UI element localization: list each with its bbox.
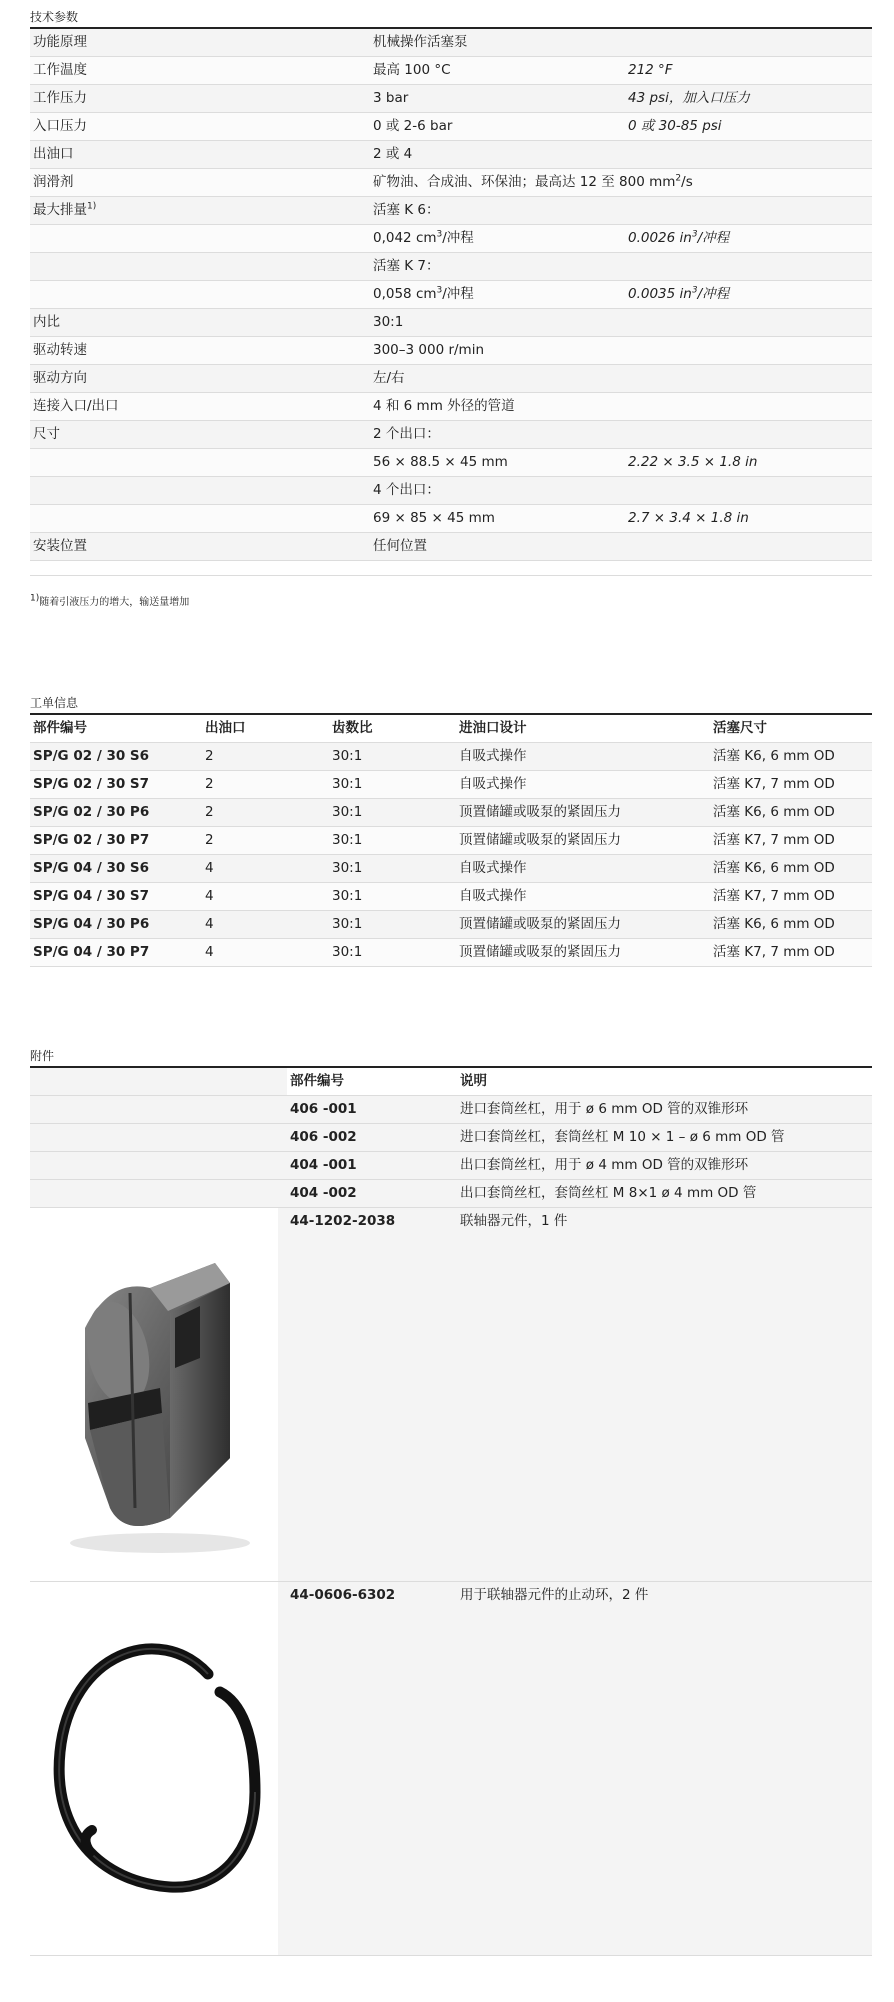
spec-value-imperial-text: 0.0026 in xyxy=(628,230,692,246)
spec-label xyxy=(30,141,370,169)
accessory-description: 出口套筒丝杠，套筒丝杠 M 8×1 ø 4 mm OD 管 xyxy=(457,1180,872,1208)
spec-value-metric-text: 4 个出口： xyxy=(373,482,440,498)
spec-value-imperial xyxy=(625,337,872,365)
spec-value-metric-text: 活塞 K 6： xyxy=(373,202,440,218)
order-part-number: SP/G 02 / 30 S6 xyxy=(30,743,202,771)
spec-value-metric xyxy=(370,421,625,449)
spec-value-metric-text: 2 个出口： xyxy=(373,426,440,442)
order-part-number: SP/G 02 / 30 P6 xyxy=(30,799,202,827)
spec-value-imperial-exponent: 3 xyxy=(691,229,698,240)
spec-label xyxy=(30,449,370,477)
spec-label-text: 内比 xyxy=(33,314,60,330)
spec-label-text: 最大排量 xyxy=(33,202,87,218)
spec-label xyxy=(30,29,370,57)
order-cell: 活塞 K6, 6 mm OD xyxy=(710,799,872,827)
spec-value-metric-text: 3 bar xyxy=(373,90,409,106)
order-part-number: SP/G 02 / 30 S7 xyxy=(30,771,202,799)
spec-label-text: 尺寸 xyxy=(33,426,60,442)
spec-value-imperial-exponent: 3 xyxy=(691,285,698,296)
spec-value-metric xyxy=(370,337,625,365)
order-row xyxy=(30,771,872,799)
order-cell: 活塞 K7, 7 mm OD xyxy=(710,939,872,967)
order-cell: 2 xyxy=(202,799,329,827)
accessories-header-blank xyxy=(30,1068,287,1096)
accessory-part-number: 406 -002 xyxy=(287,1124,457,1152)
spec-label-text: 驱动转速 xyxy=(33,342,87,358)
spec-value-metric-text: 300–3 000 r/min xyxy=(373,342,485,358)
spec-value-metric xyxy=(370,85,625,113)
spec-value-imperial xyxy=(625,505,872,533)
spec-row xyxy=(30,533,872,561)
order-part-number: SP/G 04 / 30 S7 xyxy=(30,883,202,911)
order-header-cell: 齿数比 xyxy=(329,715,456,743)
spec-label-text: 功能原理 xyxy=(33,34,87,50)
spec-value-imperial-text: 43 psi，加入口压力 xyxy=(628,90,750,106)
spec-value-metric xyxy=(370,449,625,477)
order-cell: 4 xyxy=(202,883,329,911)
spec-label-text: 驱动方向 xyxy=(33,370,87,386)
tech-bottom-rule xyxy=(30,575,872,576)
accessories-table xyxy=(30,1068,872,1956)
accessory-row xyxy=(30,1152,872,1180)
spec-value-imperial xyxy=(625,85,872,113)
spec-value-metric xyxy=(370,309,625,337)
spec-value-metric-text: 0 或 2-6 bar xyxy=(373,118,453,134)
order-row xyxy=(30,911,872,939)
order-cell: 30:1 xyxy=(329,771,456,799)
spec-value-metric-exponent: 3 xyxy=(436,229,443,240)
spec-value-imperial xyxy=(625,253,872,281)
spec-value-metric xyxy=(370,393,625,421)
accessory-image-blank xyxy=(30,1152,287,1180)
spec-value-metric-exponent: 2 xyxy=(675,173,682,184)
spec-label-text: 工作温度 xyxy=(33,62,87,78)
spec-label xyxy=(30,57,370,85)
spec-value-imperial-text: 2.22 × 3.5 × 1.8 in xyxy=(628,454,758,470)
accessory-part-number: 406 -001 xyxy=(287,1096,457,1124)
spec-value-imperial xyxy=(625,309,872,337)
order-row xyxy=(30,855,872,883)
spec-value-imperial xyxy=(625,533,872,561)
spec-value-metric-unit: /冲程 xyxy=(442,286,474,302)
accessory-image-cell xyxy=(30,1208,287,1582)
accessory-image-blank xyxy=(30,1096,287,1124)
spec-value-imperial xyxy=(625,281,872,309)
spec-value-metric-text: 0,042 cm xyxy=(373,230,437,246)
spec-value-imperial xyxy=(625,449,872,477)
spec-value-metric xyxy=(370,533,625,561)
spec-value-imperial xyxy=(625,393,872,421)
spec-value-imperial-text: 0 或 30-85 psi xyxy=(628,118,722,134)
spec-value-metric-text: 0,058 cm xyxy=(373,286,437,302)
accessories-header-cell: 部件编号 xyxy=(287,1068,457,1096)
spec-value-imperial-text: 2.7 × 3.4 × 1.8 in xyxy=(628,510,749,526)
spec-label xyxy=(30,421,370,449)
order-cell: 4 xyxy=(202,911,329,939)
order-cell: 顶置储罐或吸泵的紧固压力 xyxy=(456,911,710,939)
spec-value-metric-text: 左/右 xyxy=(373,370,405,386)
order-cell: 活塞 K6, 6 mm OD xyxy=(710,855,872,883)
spec-value-imperial-unit: /冲程 xyxy=(697,286,730,302)
order-cell: 自吸式操作 xyxy=(456,883,710,911)
spec-label xyxy=(30,533,370,561)
accessory-image-blank xyxy=(30,1124,287,1152)
spec-value-imperial xyxy=(625,29,872,57)
spec-value-imperial xyxy=(625,113,872,141)
order-header-cell: 部件编号 xyxy=(30,715,202,743)
spec-label xyxy=(30,365,370,393)
spec-value-metric-text: 56 × 88.5 × 45 mm xyxy=(373,454,508,470)
accessory-image-row xyxy=(30,1208,872,1582)
accessories-header-cell: 说明 xyxy=(457,1068,872,1096)
order-header-cell: 活塞尺寸 xyxy=(710,715,872,743)
order-cell: 自吸式操作 xyxy=(456,855,710,883)
spec-label xyxy=(30,309,370,337)
accessory-row xyxy=(30,1180,872,1208)
spec-value-metric xyxy=(370,169,693,197)
coupling-element-image xyxy=(30,1208,278,1571)
spec-label xyxy=(30,337,370,365)
spec-label xyxy=(30,477,370,505)
spec-value-imperial-unit: /冲程 xyxy=(697,230,730,246)
spec-label xyxy=(30,505,370,533)
spec-value-metric xyxy=(370,141,625,169)
spec-label xyxy=(30,169,370,197)
coupling-element-photo xyxy=(30,1208,278,1581)
order-cell: 顶置储罐或吸泵的紧固压力 xyxy=(456,939,710,967)
spec-row xyxy=(30,85,872,113)
spec-row xyxy=(30,309,872,337)
spec-row xyxy=(30,253,872,281)
spec-value-metric xyxy=(370,29,625,57)
spec-label-text: 工作压力 xyxy=(33,90,87,106)
accessory-description: 联轴器元件，1 件 xyxy=(457,1208,872,1582)
order-section-title: 工单信息 xyxy=(30,696,79,710)
spec-value-metric-text: 69 × 85 × 45 mm xyxy=(373,510,495,526)
spec-label-text: 润滑剂 xyxy=(33,174,74,190)
order-cell: 30:1 xyxy=(329,883,456,911)
spec-row xyxy=(30,337,872,365)
spec-value-metric xyxy=(370,365,625,393)
accessory-description: 进口套筒丝杠，用于 ø 6 mm OD 管的双锥形环 xyxy=(457,1096,872,1124)
tech-spec-table xyxy=(30,29,872,561)
spec-label xyxy=(30,225,370,253)
spec-label xyxy=(30,393,370,421)
order-row xyxy=(30,743,872,771)
accessory-row xyxy=(30,1124,872,1152)
spec-value-metric xyxy=(370,197,625,225)
spec-value-metric xyxy=(370,505,625,533)
order-cell: 顶置储罐或吸泵的紧固压力 xyxy=(456,799,710,827)
spec-row xyxy=(30,393,872,421)
order-cell: 2 xyxy=(202,743,329,771)
accessory-image-cell xyxy=(30,1582,287,1956)
order-cell: 30:1 xyxy=(329,827,456,855)
spec-value-imperial xyxy=(625,225,872,253)
footnote-text: 随着引液压力的增大，输送量增加 xyxy=(39,597,190,608)
order-header-cell: 出油口 xyxy=(202,715,329,743)
order-table xyxy=(30,715,872,967)
spec-label xyxy=(30,281,370,309)
spec-label xyxy=(30,113,370,141)
order-cell: 活塞 K7, 7 mm OD xyxy=(710,827,872,855)
order-row xyxy=(30,939,872,967)
order-part-number: SP/G 04 / 30 S6 xyxy=(30,855,202,883)
spec-row xyxy=(30,505,872,533)
spec-label-footnote-mark: 1) xyxy=(87,201,97,212)
order-cell: 30:1 xyxy=(329,911,456,939)
spec-value-imperial-text: 0.0035 in xyxy=(628,286,692,302)
spec-label-text: 安装位置 xyxy=(33,538,87,554)
spec-row xyxy=(30,169,872,197)
spec-row xyxy=(30,225,872,253)
order-header-cell: 进油口设计 xyxy=(456,715,710,743)
spec-value-metric-text: 活塞 K 7： xyxy=(373,258,440,274)
spec-value-imperial xyxy=(625,57,872,85)
spec-value-metric xyxy=(370,113,625,141)
order-row xyxy=(30,827,872,855)
spec-row xyxy=(30,421,872,449)
spec-label-text: 连接入口/出口 xyxy=(33,398,119,414)
order-cell: 30:1 xyxy=(329,939,456,967)
footnote-mark: 1) xyxy=(30,593,40,604)
spec-row xyxy=(30,449,872,477)
tech-section-title: 技术参数 xyxy=(30,10,79,24)
order-cell: 活塞 K6, 6 mm OD xyxy=(710,743,872,771)
spec-row xyxy=(30,197,872,225)
accessory-row xyxy=(30,1096,872,1124)
spec-label xyxy=(30,197,370,225)
order-cell: 活塞 K7, 7 mm OD xyxy=(710,883,872,911)
spec-row xyxy=(30,477,872,505)
accessory-part-number: 44-0606-6302 xyxy=(287,1582,457,1956)
accessories-section-title: 附件 xyxy=(30,1049,55,1063)
order-cell: 4 xyxy=(202,855,329,883)
order-cell: 自吸式操作 xyxy=(456,771,710,799)
spec-value-metric-text: 4 和 6 mm 外径的管道 xyxy=(373,398,515,414)
spec-row xyxy=(30,281,872,309)
spec-value-metric xyxy=(370,253,625,281)
spec-value-metric-text: 2 或 4 xyxy=(373,146,413,162)
spec-label-text: 出油口 xyxy=(33,146,74,162)
order-cell: 2 xyxy=(202,771,329,799)
spec-value-imperial xyxy=(625,477,872,505)
order-cell: 30:1 xyxy=(329,743,456,771)
accessory-description: 用于联轴器元件的止动环，2 件 xyxy=(457,1582,872,1956)
order-cell: 30:1 xyxy=(329,799,456,827)
spec-value-metric xyxy=(370,281,625,309)
accessory-part-number: 404 -002 xyxy=(287,1180,457,1208)
spec-value-metric-text: 机械操作活塞泵 xyxy=(373,34,468,50)
spec-value-metric-text: 最高 100 °C xyxy=(373,62,451,78)
spec-value-metric xyxy=(370,225,625,253)
spec-label-text: 入口压力 xyxy=(33,118,87,134)
spec-value-imperial xyxy=(625,197,872,225)
spec-label xyxy=(30,253,370,281)
spec-value-imperial-text: 212 °F xyxy=(628,62,673,78)
order-cell: 顶置储罐或吸泵的紧固压力 xyxy=(456,827,710,855)
spec-row xyxy=(30,113,872,141)
spec-value-imperial xyxy=(625,141,872,169)
accessory-description: 进口套筒丝杠，套筒丝杠 M 10 × 1 – ø 6 mm OD 管 xyxy=(457,1124,872,1152)
order-part-number: SP/G 04 / 30 P7 xyxy=(30,939,202,967)
accessory-part-number: 404 -001 xyxy=(287,1152,457,1180)
order-cell: 自吸式操作 xyxy=(456,743,710,771)
spec-row xyxy=(30,57,872,85)
retaining-ring-image xyxy=(30,1582,278,1945)
accessory-part-number: 44-1202-2038 xyxy=(287,1208,457,1582)
spec-row xyxy=(30,365,872,393)
spec-value-metric-text: 矿物油、合成油、环保油；最高达 12 至 800 mm xyxy=(373,174,676,190)
spec-value-metric-unit: /s xyxy=(681,174,693,190)
spec-value-metric-text: 30:1 xyxy=(373,314,404,330)
order-part-number: SP/G 02 / 30 P7 xyxy=(30,827,202,855)
accessory-image-blank xyxy=(30,1180,287,1208)
spec-row xyxy=(30,29,872,57)
order-cell: 2 xyxy=(202,827,329,855)
spec-value-imperial xyxy=(625,421,872,449)
order-row xyxy=(30,883,872,911)
order-cell: 活塞 K6, 6 mm OD xyxy=(710,911,872,939)
spec-value-metric xyxy=(370,57,625,85)
accessory-image-row xyxy=(30,1582,872,1956)
order-row xyxy=(30,799,872,827)
accessory-description: 出口套筒丝杠，用于 ø 4 mm OD 管的双锥形环 xyxy=(457,1152,872,1180)
spec-value-imperial xyxy=(625,365,872,393)
order-cell: 4 xyxy=(202,939,329,967)
order-cell: 30:1 xyxy=(329,855,456,883)
spec-value-metric-unit: /冲程 xyxy=(442,230,474,246)
order-cell: 活塞 K7, 7 mm OD xyxy=(710,771,872,799)
retaining-ring-photo xyxy=(30,1582,278,1955)
spec-label xyxy=(30,85,370,113)
spec-value-metric xyxy=(370,477,625,505)
spec-value-metric-text: 任何位置 xyxy=(373,538,427,554)
order-part-number: SP/G 04 / 30 P6 xyxy=(30,911,202,939)
spec-row xyxy=(30,141,872,169)
footnote xyxy=(30,593,872,608)
spec-value-metric-exponent: 3 xyxy=(436,285,443,296)
